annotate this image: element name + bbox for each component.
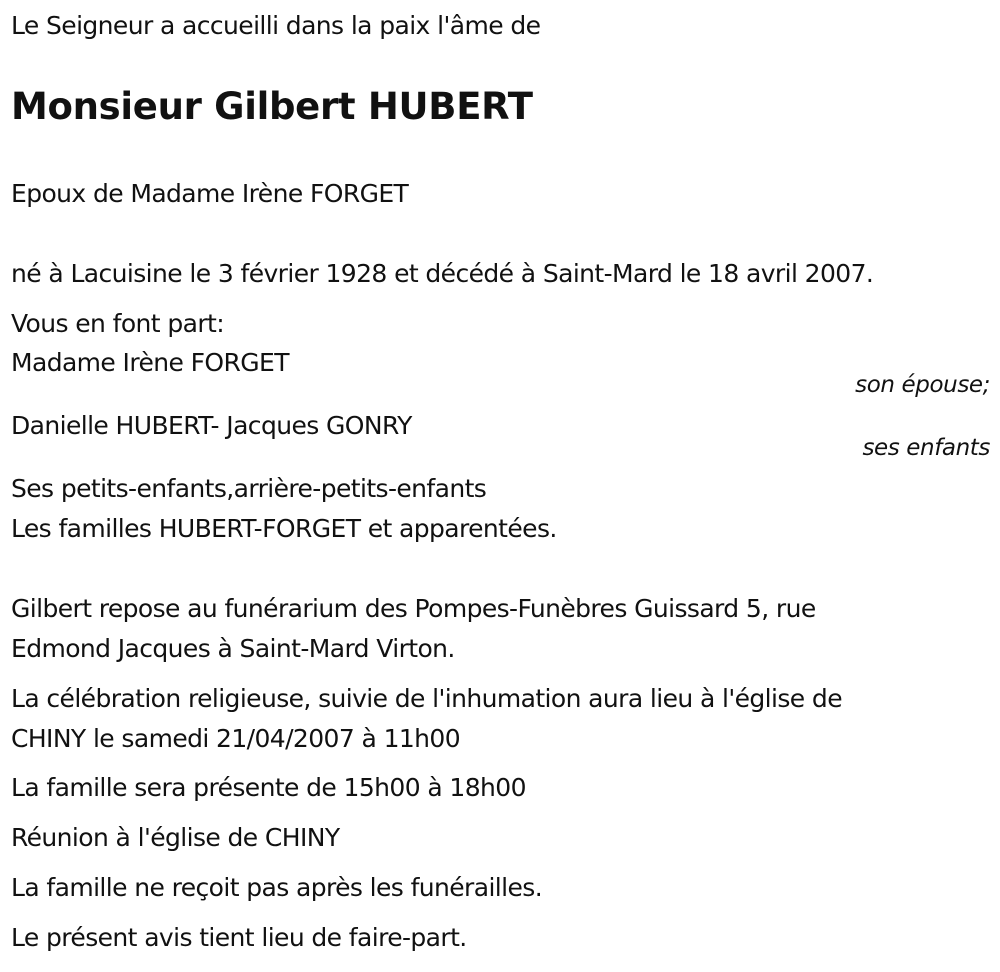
rest-place-line: Gilbert repose au funérarium des Pompes-Funèbres Guissard 5, rue bbox=[11, 594, 816, 623]
announcement-intro: Vous en font part: bbox=[11, 309, 225, 338]
families-line: Les familles HUBERT-FORGET et apparentées. bbox=[11, 514, 557, 543]
grandchildren-line: Ses petits-enfants,arrière-petits-enfants bbox=[11, 474, 487, 503]
closing-line: Le présent avis tient lieu de faire-part. bbox=[11, 923, 467, 952]
ceremony-line: La célébration religieuse, suivie de l'inhumation aura lieu à l'église de bbox=[11, 684, 842, 713]
family-presence-line: La famille sera présente de 15h00 à 18h00 bbox=[11, 773, 526, 802]
intro-text: Le Seigneur a accueilli dans la paix l'âme de bbox=[11, 11, 541, 40]
no-reception-line: La famille ne reçoit pas après les funérailles. bbox=[11, 873, 543, 902]
spouse-line: Epoux de Madame Irène FORGET bbox=[11, 179, 409, 208]
meeting-line: Réunion à l'église de CHINY bbox=[11, 823, 340, 852]
family-member-role: son épouse; bbox=[855, 372, 990, 398]
ceremony-line: CHINY le samedi 21/04/2007 à 11h00 bbox=[11, 724, 461, 753]
family-member-name: Danielle HUBERT- Jacques GONRY bbox=[11, 411, 412, 440]
birth-death-line: né à Lacuisine le 3 février 1928 et décédé à Saint-Mard le 18 avril 2007. bbox=[11, 259, 874, 288]
family-member-role: ses enfants bbox=[862, 435, 990, 461]
family-member-name: Madame Irène FORGET bbox=[11, 348, 289, 377]
rest-place-line: Edmond Jacques à Saint-Mard Virton. bbox=[11, 634, 455, 663]
deceased-name: Monsieur Gilbert HUBERT bbox=[11, 85, 533, 128]
